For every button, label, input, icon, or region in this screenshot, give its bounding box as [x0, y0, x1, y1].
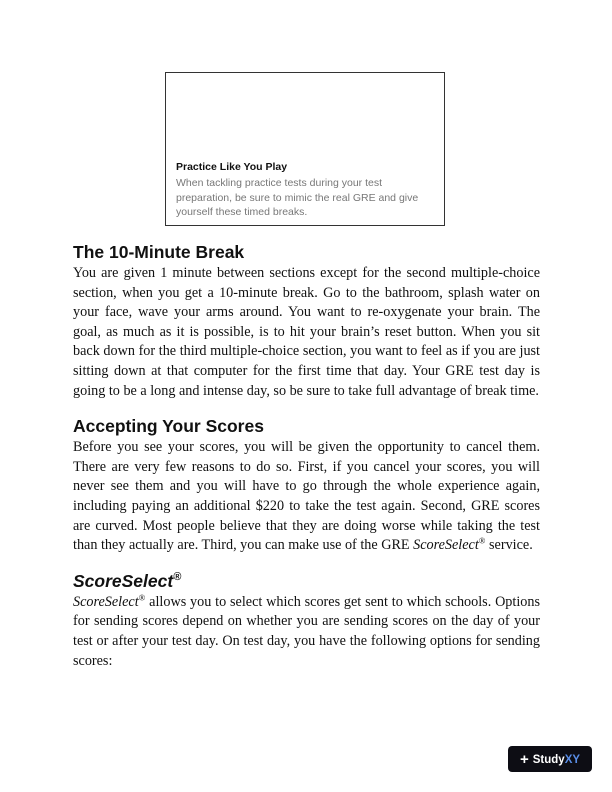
registered-mark: ® — [478, 535, 486, 546]
scoreselect-text: allows you to select which scores get sent to which schools. Options for sending scores depend on whether you are sending scores on the day of your test or after your test day. On test day, you have the following options for sending scores: — [73, 593, 540, 669]
plus-icon: + — [519, 750, 529, 768]
callout-body: When tackling practice tests during your test preparation, be sure to mimic the real GRE and give yourself these timed breaks. — [176, 177, 419, 218]
scoreselect-heading-text: ScoreSelect — [73, 570, 174, 591]
scores-text-end: service. — [485, 537, 533, 554]
section-heading-scoreselect — [73, 570, 540, 593]
registered-mark: ® — [138, 591, 146, 602]
registered-mark: ® — [173, 570, 182, 583]
studyxy-badge[interactable] — [508, 746, 592, 772]
section-paragraph-scores — [73, 438, 540, 556]
section-heading-break: The 10-Minute Break — [73, 242, 245, 262]
callout-box — [165, 72, 445, 226]
main-content — [73, 241, 540, 685]
scoreselect-term: ScoreSelect — [413, 537, 479, 554]
scores-text: Before you see your scores, you will be given the opportunity to cancel them. There are very few reasons to do so. First, if you cancel your scores, you will never see them and you will have to go through the whole experience again, including paying an additional $220 to take the test again. Second, GRE scores are curved. Most people believe that they are doing worse while taking the test than they actually are. Third, you can make use of the GRE — [73, 439, 540, 554]
scoreselect-term: ScoreSelect — [73, 593, 139, 610]
section-paragraph-break: You are given 1 minute between sections except for the second multiple-choice section, when you get a 10-minute break. Go to the bathroom, splash water on your face, wave your arms around. You want to re-oxygenate your brain. The goal, as much as it is possible, is to hit your brain’s reset button. When you sit back down for the third multiple-choice section, you want to feel as if you are just sitting down at that computer for the first time that day. Your GRE test day is going to be a long and intense day, so be sure to take full advantage of break time. — [73, 265, 540, 399]
section-heading-scores: Accepting Your Scores — [73, 416, 264, 437]
callout-title: Practice Like You Play — [176, 161, 288, 173]
section-paragraph-scoreselect — [73, 593, 540, 671]
brand-name: StudyXY — [532, 754, 581, 766]
